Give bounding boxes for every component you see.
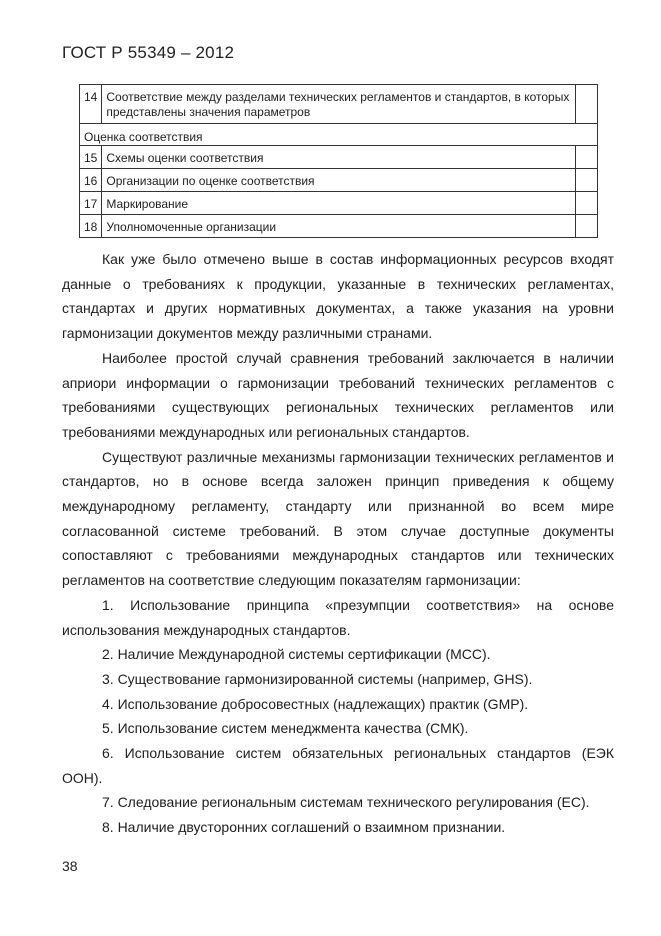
paragraph: Существуют различные механизмы гармонизации технических регламентов и стандартов, но в основе всегда заложен принцип приведения к общему международному регламенту, стандарту или признанной во всем мире согласованной системе требований. В этом случае доступные документы сопоставляют с требованиями международных стандартов или технических регламентов на соответствие следующим показателям гармонизации:	[62, 448, 614, 589]
table-row	[80, 192, 598, 215]
table-section-row	[80, 124, 598, 146]
row-number: 15	[80, 146, 102, 169]
list-item: 6. Использование систем обязательных региональных стандартов (ЕЭК ООН).	[62, 745, 614, 786]
paragraph: Наиболее простой случай сравнения требований заключается в наличии априори информации о гармонизации требований технических регламентов с требованиями существующих региональных технических регламентов или требованиями международных или региональных стандартов.	[62, 349, 614, 440]
row-empty-cell	[576, 192, 598, 215]
row-number: 14	[80, 85, 102, 124]
row-number: 18	[80, 215, 102, 238]
row-text: Маркирование	[102, 192, 576, 215]
table-row	[80, 85, 598, 124]
row-empty-cell	[576, 169, 598, 192]
list-item: 7. Следование региональным системам технического регулирования (ЕС).	[102, 794, 590, 811]
body-text	[62, 247, 614, 840]
row-text: Схемы оценки соответствия	[102, 146, 576, 169]
section-title: Оценка соответствия	[80, 124, 598, 146]
list-item: 2. Наличие Международной системы сертификации (МСС).	[102, 646, 491, 663]
paragraph: Как уже было отмечено выше в состав информационных ресурсов входят данные о требованиях к продукции, указанные в технических регламентах, стандартах и других нормативных документах, а также указания на уровни гармонизации документов между различными странами.	[62, 251, 614, 342]
row-empty-cell	[576, 215, 598, 238]
row-text: Уполномоченные организации	[102, 215, 576, 238]
table-row	[80, 215, 598, 238]
list-item: 5. Использование систем менеджмента качества (СМК).	[102, 720, 469, 737]
list-item: 3. Существование гармонизированной системы (например, GHS).	[102, 670, 533, 687]
list-item: 8. Наличие двусторонних соглашений о взаимном признании.	[102, 819, 506, 836]
row-text: Соответствие между разделами технических регламентов и стандартов, в которых представлены значения параметров	[102, 85, 576, 124]
row-text: Организации по оценке соответствия	[102, 169, 576, 192]
row-empty-cell	[576, 85, 598, 124]
list-item: 4. Использование добросовестных (надлежащих) практик (GMP).	[102, 695, 529, 712]
table-row	[80, 169, 598, 192]
requirements-table	[79, 84, 598, 238]
row-empty-cell	[576, 146, 598, 169]
row-number: 16	[80, 169, 102, 192]
table-row	[80, 146, 598, 169]
page-number: 38	[62, 858, 78, 874]
row-number: 17	[80, 192, 102, 215]
document-header: ГОСТ Р 55349 – 2012	[62, 43, 235, 62]
list-item: 1. Использование принципа «презумпции соответствия» на основе использования международных стандартов.	[62, 596, 614, 638]
